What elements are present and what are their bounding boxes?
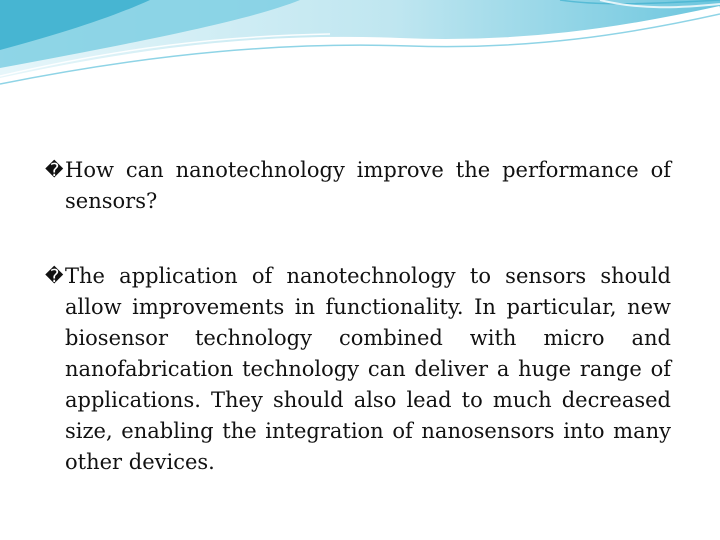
- bullet-glyph-icon: �: [45, 160, 64, 181]
- paragraph-text: How can nanotechnology improve the performance of sensors?: [65, 158, 671, 213]
- paragraph-text: The application of nanotechnology to sensors should allow improvements in functionality. In particular, new biosensor technology combined with micro and nanofabrication technology can deliver a huge range of applications. They should also lead to much decreased size, enabling the integration of nanosensors into many other devices.: [65, 264, 671, 474]
- bullet-glyph-icon: �: [45, 266, 64, 287]
- header-wave-decoration: [0, 0, 720, 90]
- bullet-paragraph: [45, 261, 671, 478]
- bullet-paragraph: [45, 155, 671, 217]
